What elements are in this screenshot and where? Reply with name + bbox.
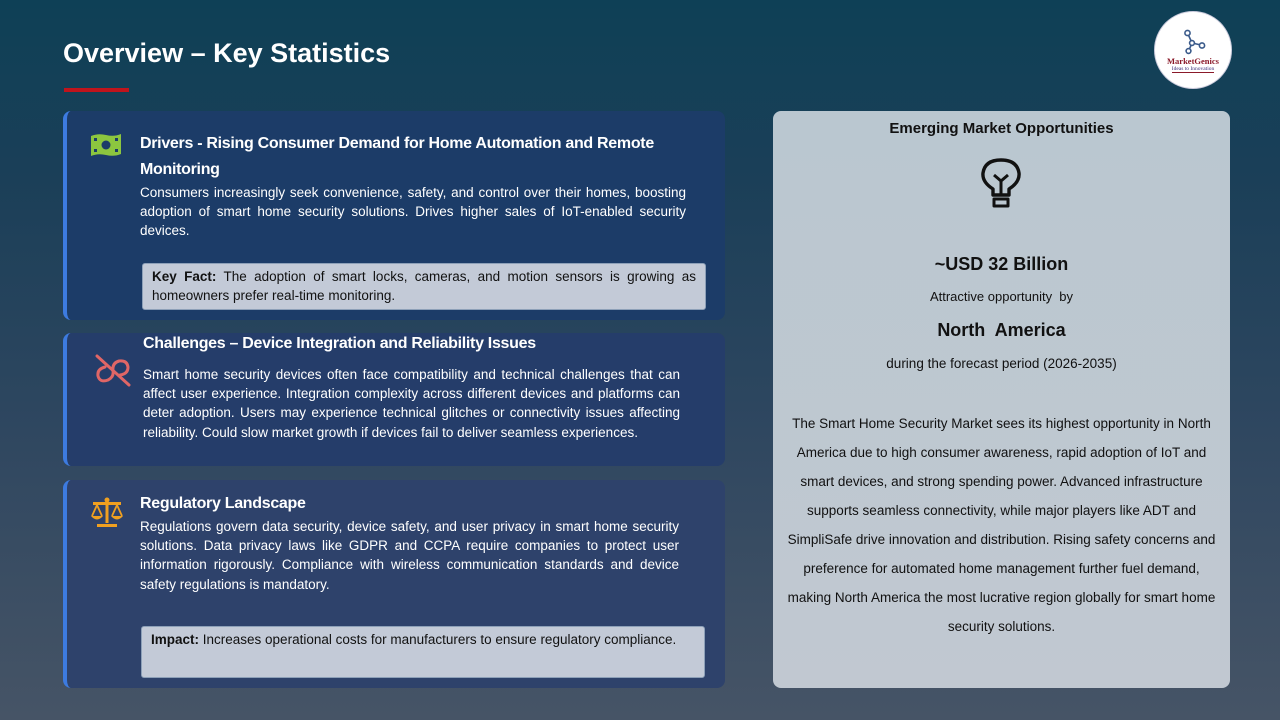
forecast-period: during the forecast period (2026-2035) — [886, 356, 1117, 371]
opportunity-panel — [773, 111, 1230, 688]
opportunity-title: Emerging Market Opportunities — [889, 120, 1114, 137]
opportunity-region: North America — [937, 320, 1066, 340]
challenges-title: Challenges – Device Integration and Reliability Issues — [143, 335, 536, 352]
company-logo — [1155, 12, 1231, 88]
broken-link-icon — [93, 353, 133, 387]
logo-name: MarketGenics — [1167, 56, 1219, 67]
challenges-card — [63, 333, 725, 466]
drivers-title — [140, 131, 710, 183]
opportunity-subtitle: Attractive opportunity by — [929, 289, 1074, 304]
money-bill-icon — [89, 132, 123, 158]
drivers-title-line1: Drivers - Rising Consumer Demand for Home Automation and Remote — [140, 135, 654, 152]
key-fact-box — [142, 263, 706, 310]
drivers-title-line2: Monitoring — [140, 161, 220, 178]
impact-box — [141, 626, 705, 678]
drivers-card — [63, 111, 725, 320]
logo-tagline: Ideas to Innovation — [1171, 65, 1215, 72]
opportunity-value: ~USD 32 Billion — [934, 254, 1069, 274]
impact-text: Increases operational costs for manufacturers to ensure regulatory compliance. — [199, 632, 677, 647]
title-underline — [64, 88, 129, 92]
impact-label: Impact: — [151, 632, 200, 647]
lightbulb-icon — [979, 157, 1023, 211]
page-title: Overview – Key Statistics — [63, 38, 391, 68]
regulatory-title: Regulatory Landscape — [140, 495, 306, 512]
regulatory-card — [63, 480, 725, 688]
drivers-body: Consumers increasingly seek convenience, safety, and control over their homes, boosting adoption of smart home security solutions. Drives higher sales of IoT-enabled security devices. — [140, 185, 686, 239]
scales-icon — [89, 497, 125, 529]
key-fact-label: Key Fact: — [152, 269, 217, 284]
regulatory-body: Regulations govern data security, device safety, and user privacy in smart home security solutions. Data privacy laws like GDPR and CCPA require companies to protect user information rigorously. Compliance with wireless communication standards and device safety regulations is mandatory. — [140, 519, 679, 592]
key-fact-text: The adoption of smart locks, cameras, and motion sensors is growing as homeowners prefer real-time monitoring. — [152, 269, 696, 303]
molecule-icon — [1180, 29, 1206, 55]
opportunity-description: The Smart Home Security Market sees its highest opportunity in North America due to high consumer awareness, rapid adoption of IoT and smart devices, and strong spending power. Advanced infrastructure supports seamless connectivity, while major players like ADT and SimpliSafe drive innovation and distribution. Rising safety concerns and preference for automated home management further fuel demand, making North America the most lucrative region globally for smart home security solutions. — [787, 416, 1216, 634]
challenges-body: Smart home security devices often face compatibility and technical challenges that can affect user experience. Integration complexity across different devices and platforms can deter adoption. Users may experience technical glitches or connectivity issues affecting reliability. Could slow market growth if devices fail to deliver seamless experiences. — [143, 367, 680, 440]
